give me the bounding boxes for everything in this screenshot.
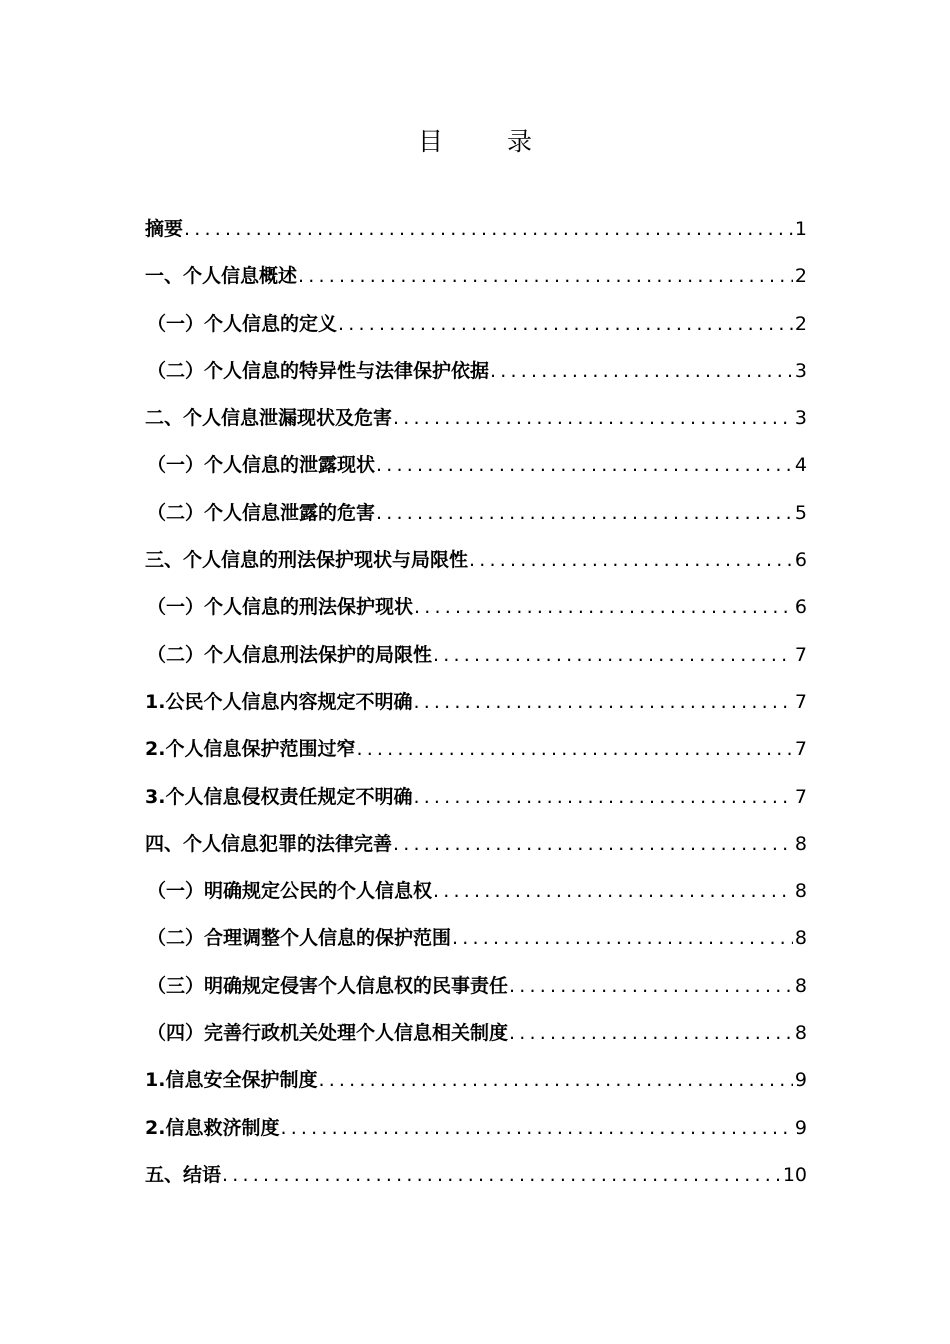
- toc-entry[interactable]: [145, 1156, 807, 1203]
- toc-page-number: 3: [794, 407, 807, 430]
- toc-leader: [375, 446, 793, 484]
- toc-entry[interactable]: [145, 1109, 807, 1156]
- toc-leader: [392, 399, 793, 437]
- toc-entry[interactable]: [145, 305, 807, 352]
- toc-page-number: 6: [794, 549, 807, 572]
- toc-leader: [432, 636, 793, 674]
- toc-page-number: 8: [794, 880, 807, 903]
- toc-leader: [489, 352, 793, 390]
- toc-entry[interactable]: [145, 1061, 807, 1108]
- toc-page-number: 8: [794, 1022, 807, 1045]
- toc-entry[interactable]: [145, 825, 807, 872]
- toc-page-number: 9: [794, 1069, 807, 1092]
- toc-leader: [183, 210, 793, 248]
- toc-entry-label: 一、个人信息概述: [145, 265, 298, 288]
- toc-entry-label: 1.公民个人信息内容规定不明确: [145, 690, 413, 713]
- toc-entry[interactable]: [145, 919, 807, 966]
- toc-title: 目 录: [418, 127, 560, 156]
- toc-entry[interactable]: [145, 967, 807, 1014]
- toc-page-number: 1: [794, 218, 807, 240]
- toc-entry[interactable]: [145, 730, 807, 777]
- toc-entry[interactable]: [145, 872, 807, 919]
- toc-page-number: 7: [794, 690, 807, 713]
- toc-leader: [432, 872, 793, 910]
- toc-leader: [317, 1061, 792, 1099]
- toc-entry[interactable]: [145, 494, 807, 541]
- toc-leader: [392, 825, 793, 863]
- toc-entry-label: 2.个人信息保护范围过窄: [145, 738, 356, 761]
- toc-entry[interactable]: [145, 636, 807, 683]
- toc-page-number: 2: [794, 265, 807, 288]
- toc-page-number: 8: [794, 832, 807, 855]
- toc-leader: [221, 1156, 781, 1194]
- toc-entry[interactable]: [145, 778, 807, 825]
- toc-entry-label: （二）个人信息刑法保护的局限性: [147, 643, 433, 666]
- toc-entry[interactable]: [145, 683, 807, 730]
- toc-leader: [451, 919, 793, 957]
- toc-entry[interactable]: [145, 588, 807, 635]
- toc-leader: [337, 305, 793, 343]
- toc-entry-label: 3.个人信息侵权责任规定不明确: [145, 785, 413, 808]
- toc-leader: [468, 541, 793, 579]
- toc-entry-label: （三）明确规定侵害个人信息权的民事责任: [147, 974, 509, 997]
- toc-leader: [279, 1109, 792, 1147]
- toc-entry-label: （一）明确规定公民的个人信息权: [147, 880, 433, 903]
- toc-entry-label: 三、个人信息的刑法保护现状与局限性: [145, 549, 469, 572]
- toc-page-number: 5: [794, 501, 807, 524]
- toc-entry-label: 二、个人信息泄漏现状及危害: [145, 407, 393, 430]
- toc-leader: [508, 1014, 793, 1052]
- toc-entry-label: 四、个人信息犯罪的法律完善: [145, 832, 393, 855]
- toc-page-number: 8: [794, 927, 807, 950]
- toc-entry[interactable]: [145, 541, 807, 588]
- toc-entry-label: （二）个人信息的特异性与法律保护依据: [147, 359, 490, 382]
- toc-leader: [412, 683, 792, 721]
- toc-leader: [297, 257, 793, 295]
- toc-page-number: 2: [794, 312, 807, 335]
- toc-page-number: 9: [794, 1116, 807, 1139]
- toc-entry-label: 2.信息救济制度: [145, 1116, 280, 1139]
- toc-entry-label: （四）完善行政机关处理个人信息相关制度: [147, 1022, 509, 1045]
- toc-page-number: 7: [794, 785, 807, 808]
- toc-entry[interactable]: [145, 1014, 807, 1061]
- toc-leader: [508, 967, 793, 1005]
- toc-page-number: 7: [794, 738, 807, 761]
- toc-leader: [412, 778, 792, 816]
- toc-page-number: 4: [794, 454, 807, 477]
- toc-entry-label: 五、结语: [145, 1163, 222, 1186]
- toc-leader: [413, 588, 793, 626]
- toc-entry-label: 摘要: [145, 218, 184, 240]
- toc-entry[interactable]: [145, 257, 807, 304]
- toc-entry[interactable]: [145, 352, 807, 399]
- toc-page-number: 10: [782, 1163, 807, 1186]
- toc-entry-label: （一）个人信息的刑法保护现状: [147, 596, 414, 619]
- toc-leader: [375, 494, 793, 532]
- toc-page-number: 6: [794, 596, 807, 619]
- toc-page-number: 7: [794, 643, 807, 666]
- toc-entry[interactable]: [145, 399, 807, 446]
- toc-page-number: 3: [794, 359, 807, 382]
- toc-list: [145, 210, 807, 1203]
- toc-entry-label: （二）合理调整个人信息的保护范围: [147, 927, 452, 950]
- toc-entry-label: （二）个人信息泄露的危害: [147, 501, 376, 524]
- toc-entry-label: 1.信息安全保护制度: [145, 1069, 318, 1092]
- toc-entry-label: （一）个人信息的泄露现状: [147, 454, 376, 477]
- toc-entry-label: （一）个人信息的定义: [147, 312, 338, 335]
- toc-entry[interactable]: [145, 210, 807, 257]
- toc-leader: [355, 730, 792, 768]
- toc-page-number: 8: [794, 974, 807, 997]
- toc-entry[interactable]: [145, 446, 807, 493]
